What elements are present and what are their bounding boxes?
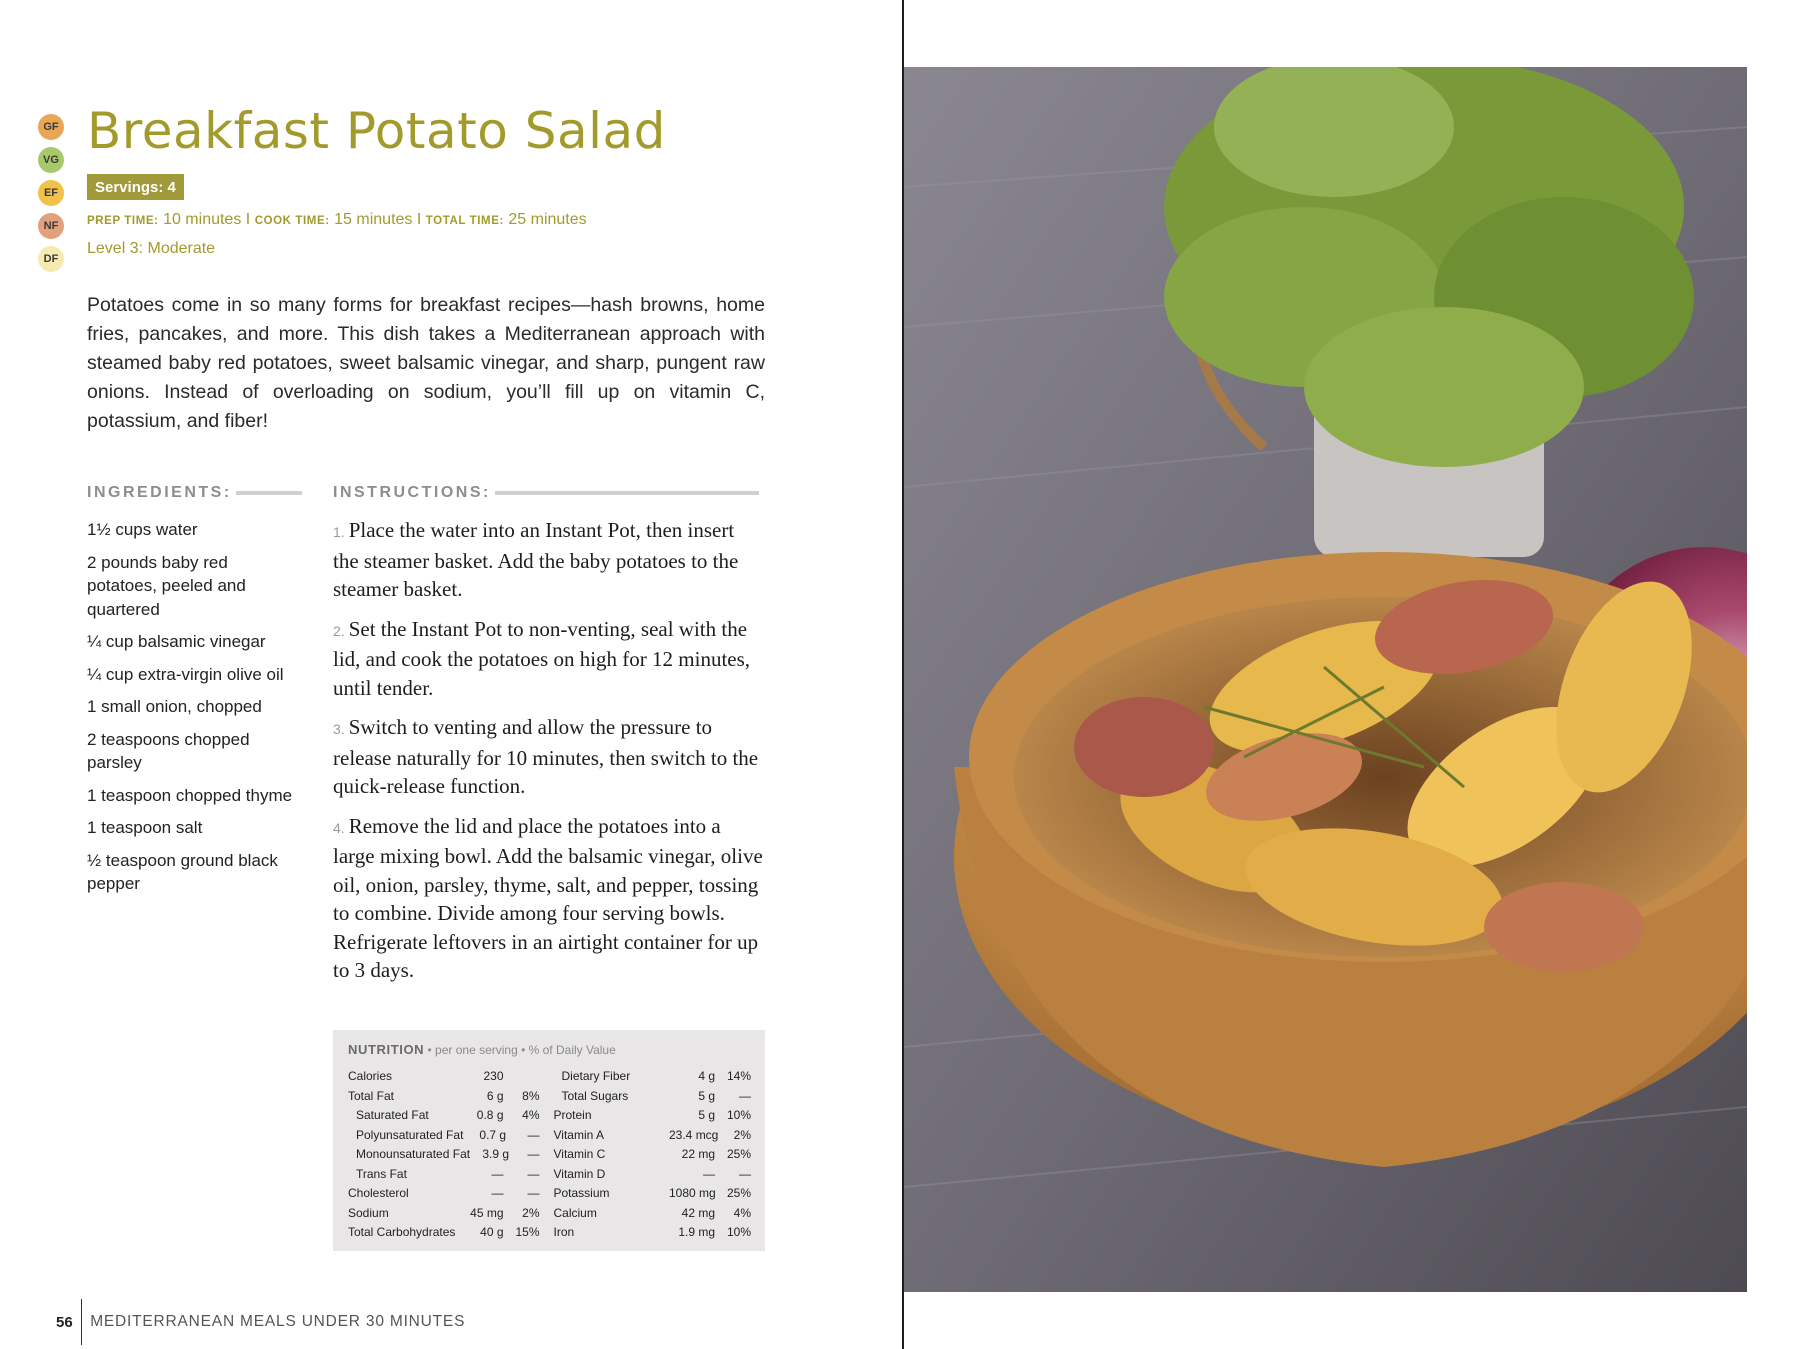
- ingredients-heading: [87, 484, 302, 502]
- nutrient-amount: 6 g: [486, 1088, 504, 1103]
- nutrient-amount: 0.7 g: [479, 1127, 507, 1142]
- step-number: 3.: [333, 721, 345, 737]
- nutrient-amount: —: [491, 1186, 504, 1200]
- instruction-step: [333, 713, 765, 801]
- nutrient-name: Protein: [553, 1108, 592, 1122]
- cook-time-value: 15 minutes: [334, 211, 413, 228]
- step-text: Remove the lid and place the potatoes into a large mixing bowl. Add the balsamic vinegar, olive oil, onion, parsley, thyme, salt, and pepper, tossing to combine. Divide among four serving bowls. Refrigerate leftovers in an airtight container for up to 3 days.: [333, 813, 763, 982]
- nutrition-row: [550, 1204, 752, 1224]
- nutrition-row: [550, 1184, 752, 1204]
- instruction-step: [333, 615, 765, 703]
- prep-time-label: PREP TIME:: [87, 215, 159, 227]
- nutrient-name: Iron: [553, 1225, 575, 1239]
- prep-time-value: 10 minutes: [163, 211, 242, 228]
- nutrient-name: Total Sugars: [561, 1088, 629, 1103]
- nutrient-amount: 23.4 mcg: [669, 1127, 719, 1142]
- servings-badge: Servings: 4: [87, 174, 184, 200]
- nutrient-name: Potassium: [553, 1186, 610, 1200]
- nutrition-row: [348, 1126, 550, 1146]
- ingredient-item: ¼ cup balsamic vinegar: [87, 632, 266, 651]
- step-text: Set the Instant Pot to non-venting, seal with the lid, and cook the potatoes on high for 12 minutes, until tender.: [333, 616, 751, 700]
- nutrition-row: [550, 1126, 752, 1146]
- nutrient-daily-value: 25%: [726, 1147, 751, 1161]
- nutrient-name: Total Carbohydrates: [348, 1225, 456, 1239]
- total-time-label: TOTAL TIME:: [425, 215, 504, 227]
- nutrient-amount: 5 g: [698, 1088, 715, 1103]
- ingredient-item: 1 teaspoon salt: [87, 818, 203, 837]
- nutrition-column-left: [348, 1067, 550, 1243]
- nutrient-name: Vitamin D: [553, 1166, 606, 1181]
- nutrition-row: [550, 1067, 752, 1087]
- nutrient-daily-value: [504, 1067, 540, 1087]
- diet-badge-ef: EF: [38, 180, 64, 206]
- nutrient-name: Dietary Fiber: [561, 1069, 631, 1083]
- nutrient-amount: 5 g: [698, 1108, 715, 1122]
- nutrient-amount: 42 mg: [681, 1205, 715, 1220]
- time-separator: I: [416, 211, 422, 228]
- page-number: 56: [56, 1313, 73, 1331]
- nutrient-daily-value: —: [527, 1166, 540, 1181]
- diet-badges: [38, 114, 66, 279]
- book-title: MEDITERRANEAN MEALS UNDER 30 MINUTES: [90, 1313, 466, 1330]
- step-text: Switch to venting and allow the pressure to release naturally for 10 minutes, then switch to the quick-release function.: [333, 715, 759, 798]
- step-text: Place the water into an Instant Pot, then insert the steamer basket. Add the baby potatoes to the steamer basket.: [333, 518, 739, 601]
- nutrient-name: Vitamin A: [553, 1127, 604, 1142]
- ingredient-item: 2 pounds baby red potatoes, peeled and quartered: [87, 552, 246, 619]
- page-footer: [56, 1299, 465, 1345]
- instructions-heading: [333, 484, 759, 502]
- ingredient-item: 1 small onion, chopped: [87, 697, 262, 716]
- nutrient-amount: 22 mg: [681, 1147, 715, 1161]
- nutrition-row: [348, 1184, 550, 1204]
- time-info: [87, 211, 587, 229]
- nutrient-amount: 3.9 g: [482, 1147, 510, 1161]
- ingredient-item: ½ teaspoon ground black pepper: [87, 850, 278, 893]
- heading-rule: [236, 491, 302, 495]
- total-time-value: 25 minutes: [508, 211, 587, 228]
- nutrient-daily-value: 4%: [522, 1108, 540, 1122]
- nutrient-name: Trans Fat: [356, 1166, 407, 1181]
- nutrition-row: [550, 1106, 752, 1126]
- nutrient-amount: 4 g: [698, 1069, 715, 1083]
- nutrient-daily-value: 2%: [522, 1205, 540, 1220]
- nutrient-name: Total Fat: [348, 1088, 395, 1103]
- nutrient-daily-value: 14%: [726, 1069, 751, 1083]
- step-number: 4.: [333, 819, 345, 836]
- ingredient-item: ¼ cup extra-virgin olive oil: [87, 664, 284, 684]
- instructions-heading-text: INSTRUCTIONS:: [333, 484, 491, 501]
- nutrient-amount: 45 mg: [470, 1205, 504, 1220]
- difficulty-level: Level 3: Moderate: [87, 240, 216, 257]
- nutrient-daily-value: 15%: [515, 1225, 540, 1239]
- nutrition-row: [348, 1087, 550, 1107]
- nutrient-daily-value: —: [739, 1088, 751, 1103]
- nutrition-row: [348, 1204, 550, 1224]
- nutrient-daily-value: —: [527, 1147, 540, 1161]
- diet-badge-df: DF: [38, 246, 64, 272]
- nutrient-name: Monounsaturated Fat: [356, 1147, 471, 1161]
- nutrient-amount: 1080 mg: [669, 1186, 716, 1200]
- nutrient-name: Calories: [348, 1069, 393, 1083]
- diet-badge-vg: VG: [38, 147, 64, 173]
- nutrition-column-right: [550, 1067, 752, 1243]
- diet-badge-nf: NF: [38, 213, 64, 239]
- cook-time-label: COOK TIME:: [254, 215, 330, 227]
- time-separator: I: [245, 211, 251, 228]
- nutrition-row: [550, 1165, 752, 1185]
- nutrition-row: [550, 1087, 752, 1107]
- nutrient-daily-value: —: [739, 1166, 751, 1181]
- nutrient-name: Vitamin C: [553, 1147, 606, 1161]
- diet-badge-gf: GF: [38, 114, 64, 140]
- footer-divider: [81, 1299, 83, 1345]
- recipe-title: Breakfast Potato Salad: [87, 102, 666, 160]
- ingredient-item: 1 teaspoon chopped thyme: [87, 785, 293, 805]
- ingredients-list: [87, 518, 297, 905]
- nutrient-amount: 230: [483, 1069, 504, 1083]
- nutrition-row: [348, 1067, 550, 1087]
- ingredient-item: 1½ cups water: [87, 520, 198, 539]
- nutrient-name: Cholesterol: [348, 1186, 409, 1200]
- instruction-step: [333, 812, 765, 985]
- step-number: 2.: [333, 622, 345, 639]
- heading-rule: [495, 491, 759, 495]
- instruction-step: [333, 516, 765, 604]
- nutrition-row: [348, 1223, 550, 1243]
- nutrition-row: [348, 1106, 550, 1126]
- nutrition-row: [550, 1223, 752, 1243]
- nutrient-name: Saturated Fat: [356, 1108, 429, 1122]
- nutrient-amount: 40 g: [480, 1225, 504, 1239]
- nutrient-daily-value: —: [527, 1127, 540, 1142]
- instructions-list: [333, 516, 765, 996]
- ingredient-item: 2 teaspoons chopped parsley: [87, 729, 250, 772]
- nutrient-daily-value: 8%: [522, 1088, 540, 1103]
- nutrition-title: NUTRITION: [348, 1042, 425, 1057]
- nutrient-name: Sodium: [348, 1205, 389, 1220]
- nutrient-daily-value: —: [527, 1186, 540, 1200]
- nutrition-row: [348, 1165, 550, 1185]
- nutrition-panel: [333, 1030, 765, 1251]
- potato-salad-photo: [904, 67, 1747, 1292]
- nutrient-daily-value: 10%: [726, 1225, 751, 1239]
- nutrition-header: [348, 1042, 751, 1057]
- nutrient-daily-value: 10%: [726, 1108, 751, 1122]
- nutrient-daily-value: 25%: [726, 1186, 751, 1200]
- nutrient-amount: —: [703, 1166, 715, 1181]
- nutrition-row: [348, 1145, 550, 1165]
- nutrition-row: [550, 1145, 752, 1165]
- nutrient-daily-value: 4%: [733, 1205, 751, 1220]
- ingredients-heading-text: INGREDIENTS:: [87, 484, 232, 501]
- nutrient-amount: 0.8 g: [476, 1108, 504, 1122]
- recipe-intro: Potatoes come in so many forms for breakfast recipes—hash browns, home fries, pancakes, and more. This dish takes a Mediterranean approach with steamed baby red potatoes, sweet balsamic vinegar, and sharp, pungent raw onions. Instead of overloading on sodium, you’ll fill up on vitamin C, potassium, and fiber!: [87, 294, 765, 432]
- nutrient-name: Calcium: [553, 1205, 597, 1220]
- step-number: 1.: [333, 524, 345, 540]
- nutrient-daily-value: 2%: [733, 1127, 751, 1142]
- nutrient-name: Polyunsaturated Fat: [356, 1127, 464, 1142]
- nutrient-amount: —: [491, 1166, 504, 1181]
- nutrient-amount: 1.9 mg: [678, 1225, 715, 1239]
- nutrition-subtitle: • per one serving • % of Daily Value: [424, 1043, 616, 1057]
